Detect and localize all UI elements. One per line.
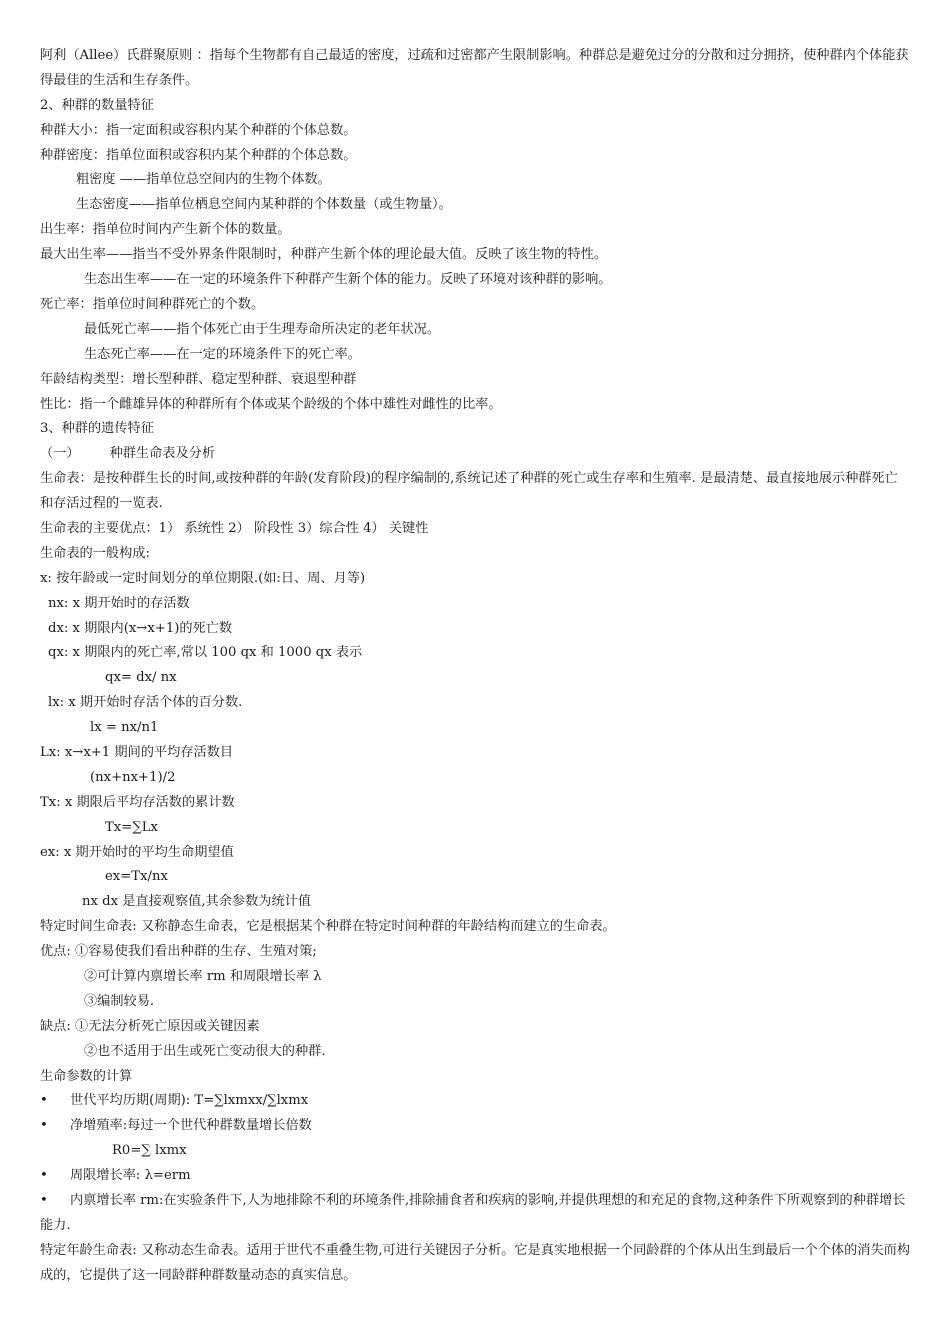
text-line: ③编制较易. [84,993,155,1009]
formula-line: qx= dx/ nx [105,670,177,686]
text-line: 种群大小：指一定面积或容积内某个种群的个体总数。 [40,122,357,138]
text-line: ②也不适用于出生或死亡变动很大的种群. [84,1043,326,1059]
text-line: ②可计算内禀增长率 rm 和周限增长率 λ [84,969,322,985]
bullet-item: • 净增殖率:每过一个世代种群数量增长倍数 [40,1114,910,1139]
text-line: 死亡率：指单位时间种群死亡的个数。 [40,296,265,312]
text-line: 生命表的主要优点：1） 系统性 2） 阶段性 3）综合性 4） 关键性 [40,520,429,536]
formula-line: Tx=∑Lx [105,819,158,835]
text-line: 生态出生率——在一定的环境条件下种群产生新个体的能力。反映了环境对该种群的影响。 [84,272,612,288]
text-line: 缺点: ①无法分析死亡原因或关键因素 [40,1018,260,1034]
bullet: • [40,1118,48,1134]
section-heading-genetic: 3、种群的遗传特征 [40,421,154,437]
subsection-title: 种群生命表及分析 [109,446,216,462]
text-line: 最低死亡率——指个体死亡由于生理寿命所决定的老年状况。 [84,321,441,337]
text-line: 优点: ①容易使我们看出种群的生存、生殖对策; [40,944,317,960]
allee-principle-paragraph: 阿利（Allee）氏群聚原则 ：指每个生物都有自己最适的密度，过疏和过密都产生限制影响。种群总是避免过分的分散和过分拥挤，使种群内个体能获得最佳的生活和生存条件。 [40,48,909,88]
subsection-number: （一） [40,446,80,462]
formula-line: lx = nx/n1 [90,720,159,736]
bullet-item: • 周限增长率: λ=erm [40,1164,910,1189]
bullet-item: • 内禀增长率 rm:在实验条件下,人为地排除不利的环境条件,排除捕食者和疾病的影响,并提供理想的和充足的食物,这种条件下所观察到的种群增长能力. [40,1189,910,1239]
text-line: 特定年龄生命表: 又称动态生命表。适用于世代不重叠生物,可进行关键因子分析。它是真实地根据一个同龄群的个体从出生到最后一个个体的消失而构成的，它提供了这一同龄群种群数量动态的真实信息。 [40,1242,911,1283]
bullet: • [40,1193,48,1209]
text-line: lx: x 期开始时存活个体的百分数. [48,695,243,711]
text-line: 最大出生率——指当不受外界条件限制时，种群产生新个体的理论最大值。反映了该生物的特性。 [40,247,608,263]
section-heading-quantity: 2、种群的数量特征 [40,97,154,113]
bullet: • [40,1093,48,1109]
formula-line: (nx+nx+1)/2 [90,769,176,785]
formula-line: ex=Tx/nx [105,869,168,885]
text-line: qx: x 期限内的死亡率,常以 100 qx 和 1000 qx 表示 [48,645,363,661]
text-line: 年龄结构类型：增长型种群、稳定型种群、衰退型种群 [40,371,357,387]
text-line: nx dx 是直接观察值,其余参数为统计值 [82,894,312,910]
text-line: ex: x 期开始时的平均生命期望值 [40,844,234,860]
text-line: 生态密度——指单位栖息空间内某种群的个体数量（或生物量）。 [76,197,452,213]
text-line: Lx: x→x+1 期间的平均存活数目 [40,745,234,760]
text-line: 生命参数的计算 [40,1068,133,1084]
text-line: 种群密度：指单位面积或容积内某个种群的个体总数。 [40,147,357,163]
text-line: 生命表的一般构成: [40,545,150,561]
text-line: dx: x 期限内(x→x+1)的死亡数 [48,620,233,636]
text-line: 粗密度 ——指单位总空间内的生物个体数。 [76,172,331,188]
bullet: • [40,1168,48,1184]
text-line: 出生率：指单位时间内产生新个体的数量。 [40,222,291,238]
text-line: Tx: x 期限后平均存活数的累计数 [40,794,235,810]
formula-line: R0=∑ lxmx [112,1143,187,1159]
subsection-heading [40,442,910,467]
bullet-item: • 世代平均历期(周期): T=∑lxmxx/∑lxmx [40,1089,910,1114]
text-line: 性比：指一个雌雄异体的种群所有个体或某个龄级的个体中雄性对雌性的比率。 [40,396,502,412]
text-line: 特定时间生命表: 又称静态生命表，它是根据某个种群在特定时间种群的年龄结构而建立的生命表。 [40,919,616,935]
text-line: nx: x 期开始时的存活数 [48,595,190,611]
life-table-definition: 生命表：是按种群生长的时间,或按种群的年龄(发育阶段)的程序编制的,系统记述了种群的死亡或生存率和生殖率. 是最清楚、最直接地展示种群死亡和存活过程的一览表. [40,471,898,512]
text-line: 生态死亡率——在一定的环境条件下的死亡率。 [84,346,361,362]
text-line: x: 按年龄或一定时间划分的单位期限.(如:日、周、月等) [40,570,366,586]
